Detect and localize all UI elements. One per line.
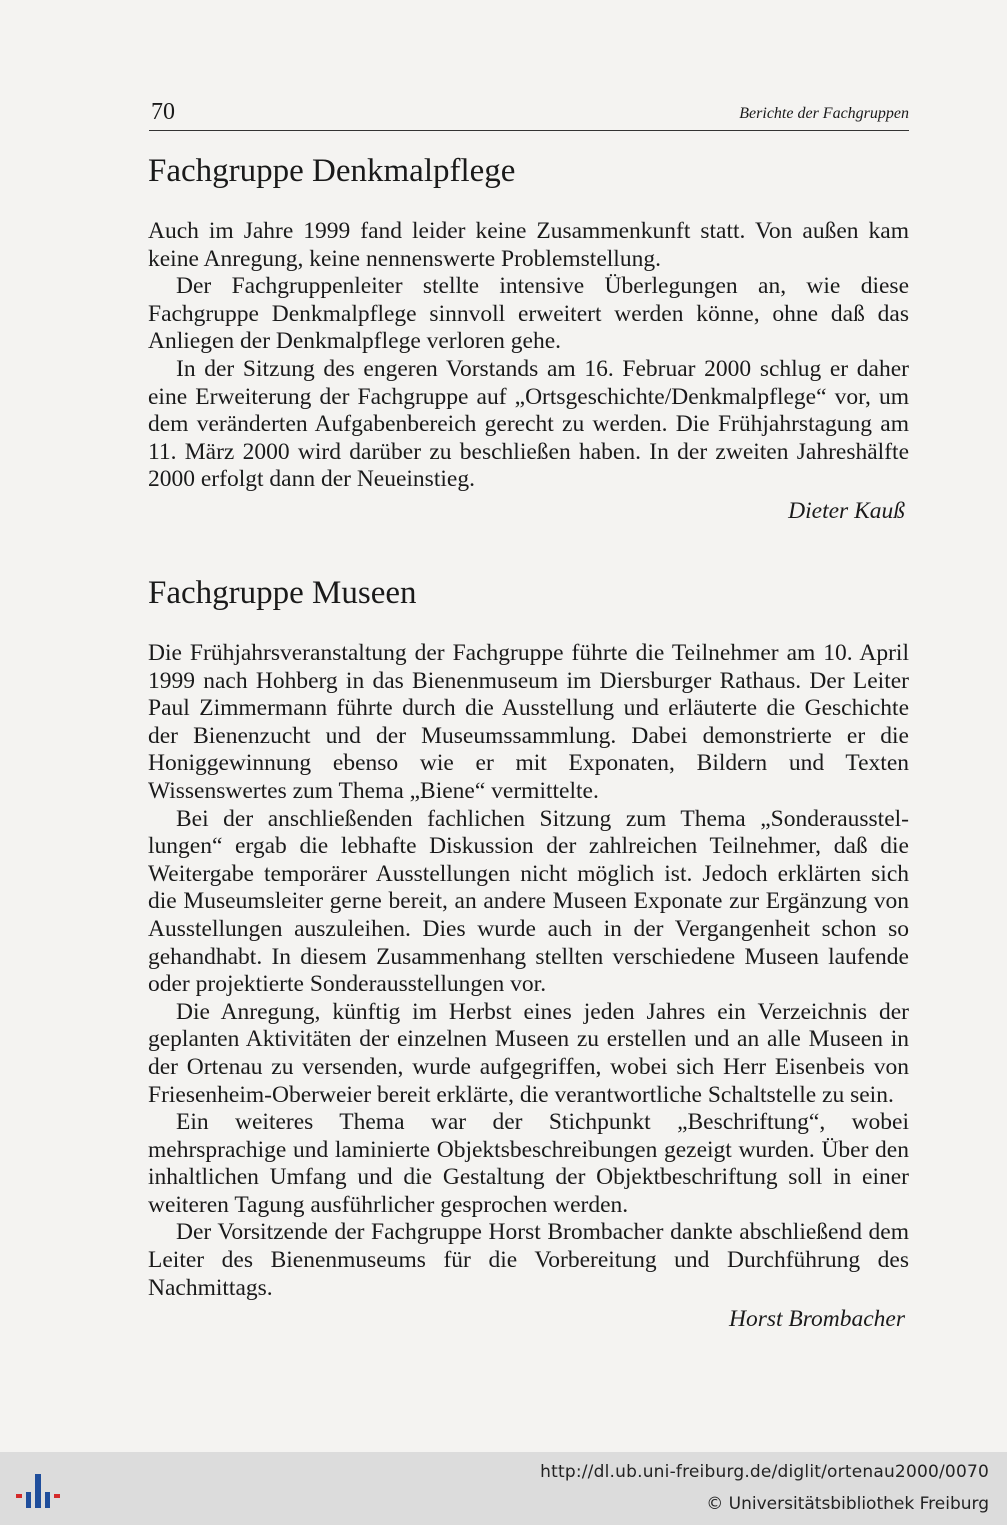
author-signature: Horst Brombacher: [728, 1306, 905, 1333]
paragraph: Auch im Jahre 1999 fand leider keine Zusammenkunft statt. Von außen kam keine Anregung, keine nennenswerte Problemstellung.: [148, 218, 909, 272]
running-head: Berichte der Fachgruppen: [739, 105, 909, 122]
section-museen: [148, 572, 909, 1334]
paragraph: Die Frühjahrsveranstaltung der Fachgruppe führte die Teilnehmer am 10. April 1999 nach Hohberg in das Bienenmuseum im Diersburger Rathaus. Der Leiter Paul Zimmermann führte durch die Ausstellung und erläuterte die Geschichte der Bienenzucht und der Museumssammlung. Dabei demonstrierte er die Honiggewinnung ebenso wie er mit Exponaten, Bildern und Texten Wissenswertes zum Thema „Biene“ vermittelte.: [148, 640, 909, 804]
document-url-link[interactable]: http://dl.ub.uni-freiburg.de/diglit/ortenau2000/0070: [540, 1462, 989, 1482]
paragraph: In der Sitzung des engeren Vorstands am 16. Februar 2000 schlug er daher eine Erweiterung der Fachgruppe auf „Ortsgeschichte/Denkmalpflege“ vor, um dem veränderten Aufgabenbereich gerecht zu werden. Die Frühjahrstagung am 11. März 2000 wird darüber zu beschließen haben. In der zweiten Jahreshälfte 2000 erfolgt dann der Neueinstieg.: [148, 355, 909, 493]
paragraph: Der Vorsitzende der Fachgruppe Horst Brombacher dankte abschließend dem Leiter des Bienenmuseums für die Vorbereitung und Durchführung des Nachmittags.: [148, 1219, 909, 1301]
section-title: Fachgruppe Denkmalpflege: [148, 153, 516, 189]
footer-bar: [0, 1452, 1007, 1525]
ub-freiburg-logo-icon[interactable]: [12, 1466, 64, 1512]
page-number: 70: [151, 99, 175, 125]
paragraph: Der Fachgruppenleiter stellte intensive Überlegungen an, wie diese Fachgruppe Denkmalpflege sinnvoll erweitert werden könne, ohne daß das Anliegen der Denkmalpflege verloren gehe.: [148, 273, 909, 355]
copyright-notice: © Universitätsbibliothek Freiburg: [706, 1494, 989, 1514]
page-header: [149, 96, 909, 131]
paragraph: Ein weiteres Thema war der Stichpunkt „Beschriftung“, wobei mehrsprachige und laminierte Objektsbeschreibungen gezeigt wurden. Über den inhaltlichen Umfang und die Gestaltung der Objektbeschriftung soll in einer weiteren Tagung ausführlicher gesprochen werden.: [148, 1109, 909, 1218]
paragraph: Bei der anschließenden fachlichen Sitzung zum Thema „Sonderausstellungen“ ergab die lebhafte Diskussion der zahlreichen Teilnehmer, daß die Weitergabe temporärer Ausstellungen nicht möglich ist. Jedoch erklärten sich die Museumsleiter gerne bereit, an andere Museen Exponate zur Ergänzung von Ausstellungen auszuleihen. Dies wurde auch in der Vergangenheit schon so gehandhabt. In diesem Zusammenhang stellten verschiedene Museen laufende oder projektierte Sonderausstellungen vor.: [148, 805, 909, 998]
author-signature: Dieter Kauß: [788, 497, 905, 524]
section-denkmalpflege: [148, 150, 909, 526]
section-title: Fachgruppe Museen: [148, 575, 417, 611]
paragraph: Die Anregung, künftig im Herbst eines jeden Jahres ein Verzeichnis der geplanten Aktivitäten der einzelnen Museen zu erstellen und an alle Museen in der Ortenau zu versenden, wurde aufgegriffen, wobei sich Herr Eisenbeis von Friesenheim-Oberweier bereit erklärte, die verantwortliche Schaltstelle zu sein.: [148, 998, 909, 1108]
